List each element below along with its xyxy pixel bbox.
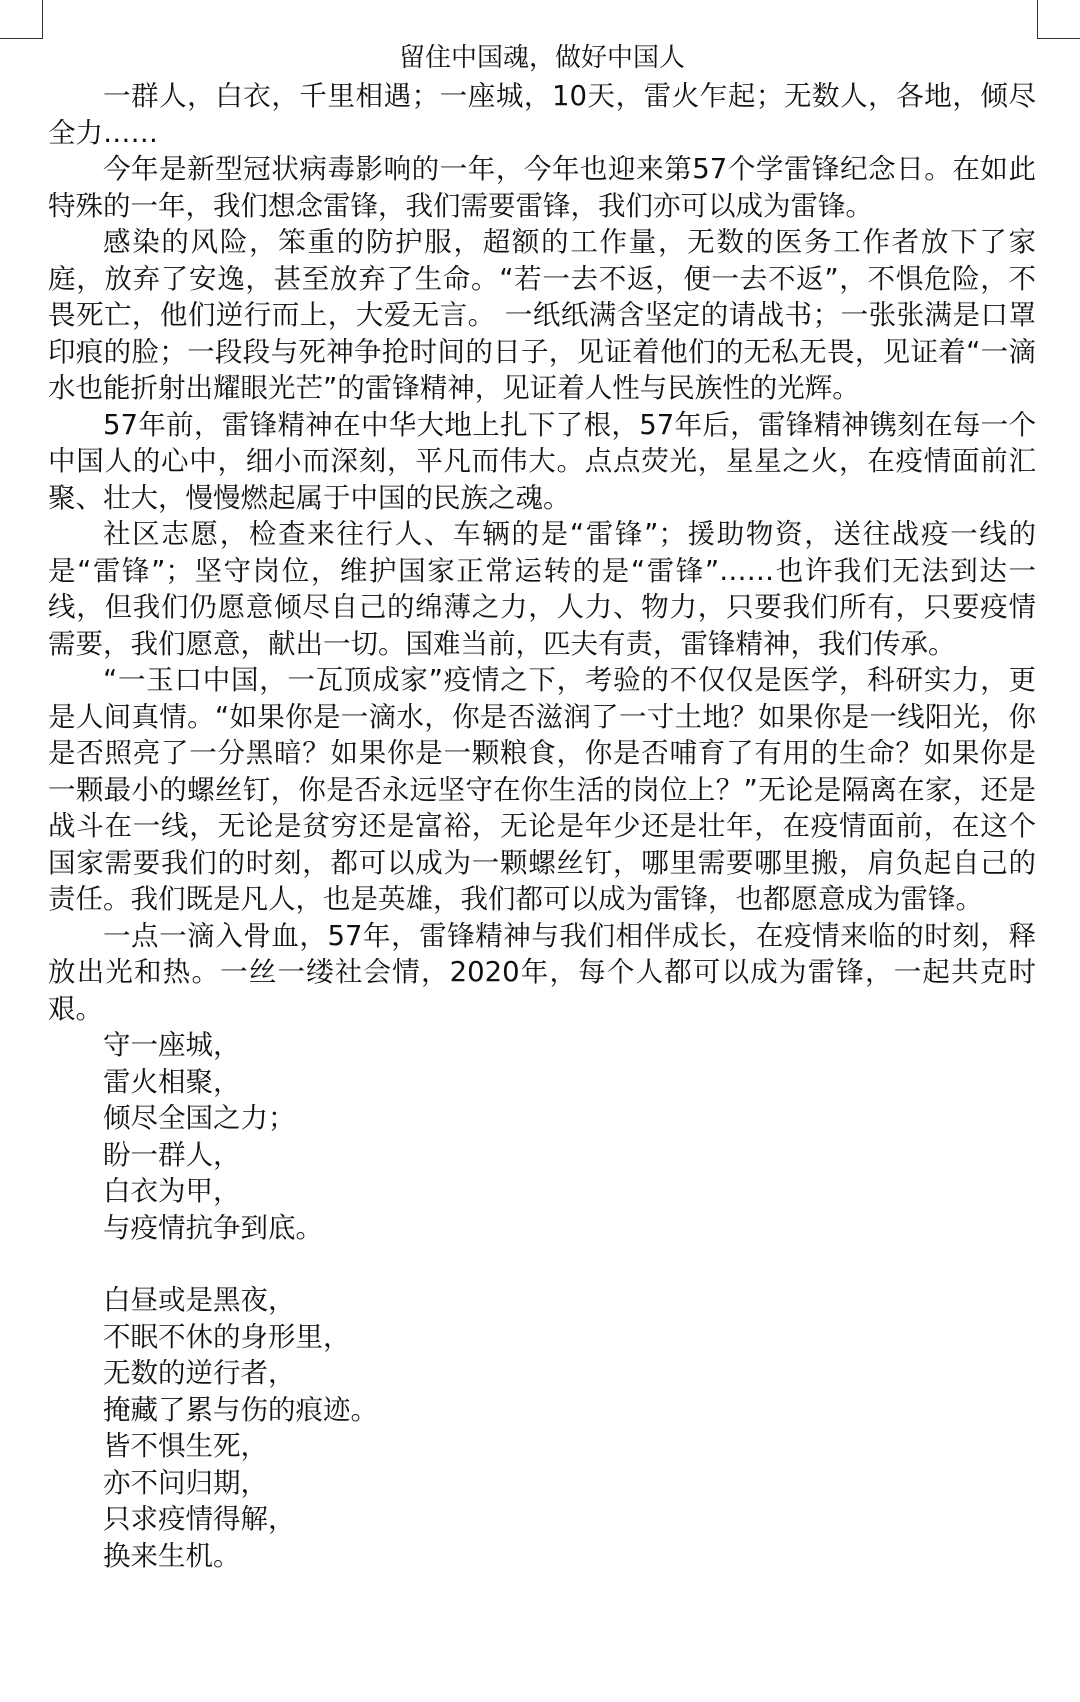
paragraph: 一群人，白衣，千里相遇；一座城，10天，雷火乍起；无数人，各地，倾尽全力…… — [48, 80, 1036, 149]
poem-line: 盼一群人， — [103, 1138, 241, 1171]
poem-line: 雷火相聚， — [103, 1065, 241, 1098]
stanza-spacer — [48, 1246, 1036, 1282]
paragraph: “一玉口中国，一瓦顶成家”疫情之下，考验的不仅仅是医学，科研实力，更是人间真情。“如果你是一滴水，你是否滋润了一寸土地？如果你是一线阳光，你是否照亮了一分黑暗？如果你是一颗粮食，你是否哺育了有用的生命？如果你是一颗最小的螺丝钉，你是否永远坚守在你生活的岗位上？”无论是隔离在家，还是战斗在一线，无论是贫穷还是富裕，无论是年少还是壮年，在疫情面前，在这个国家需要我们的时刻，都可以成为一颗螺丝钉，哪里需要哪里搬，肩负起自己的责任。我们既是凡人，也是英雄，我们都可以成为雷锋，也都愿意成为雷锋。 — [48, 664, 1036, 915]
poem-line: 与疫情抗争到底。 — [103, 1211, 323, 1244]
top-right-crop-mark — [1037, 0, 1080, 39]
poem-line: 换来生机。 — [103, 1539, 241, 1572]
poem-stanza-1 — [48, 1027, 1036, 1246]
poem-line: 白衣为甲， — [103, 1175, 241, 1207]
paragraph: 今年是新型冠状病毒影响的一年，今年也迎来第57个学雷锋纪念日。在如此特殊的一年，我们想念雷锋，我们需要雷锋，我们亦可以成为雷锋。 — [48, 153, 1036, 222]
poem-line: 皆不惧生死， — [103, 1430, 268, 1462]
poem-line: 不眠不休的身形里， — [103, 1320, 351, 1353]
paragraph: 社区志愿，检查来往行人、车辆的是“雷锋”；援助物资，送往战疫一线的是“雷锋”；坚守岗位，维护国家正常运转的是“雷锋”……也许我们无法到达一线，但我们仍愿意倾尽自己的绵薄之力，人力、物力，只要我们所有，只要疫情需要，我们愿意，献出一切。国难当前，匹夫有责，雷锋精神，我们传承。 — [48, 518, 1036, 660]
paragraph: 感染的风险，笨重的防护服，超额的工作量，无数的医务工作者放下了家庭，放弃了安逸，甚至放弃了生命。“若一去不返，便一去不返”，不惧危险，不畏死亡，他们逆行而上，大爱无言。 一纸纸满含坚定的请战书；一张张满是口罩印痕的脸；一段段与死神争抢时间的日子，见证着他们的无私无畏，见证着“一滴水也能折射出耀眼光芒”的雷锋精神，见证着人性与民族性的光辉。 — [48, 226, 1036, 404]
document-body — [48, 38, 1036, 1574]
poem-line: 无数的逆行者， — [103, 1357, 296, 1389]
paragraph: 57年前，雷锋精神在中华大地上扎下了根，57年后，雷锋精神镌刻在每一个中国人的心中，细小而深刻，平凡而伟大。点点荧光，星星之火，在疫情面前汇聚、壮大，慢慢燃起属于中国的民族之魂。 — [48, 408, 1036, 514]
poem-stanza-2 — [48, 1282, 1036, 1574]
paragraph: 一点一滴入骨血，57年，雷锋精神与我们相伴成长，在疫情来临的时刻，释放出光和热。一丝一缕社会情，2020年，每个人都可以成为雷锋，一起共克时艰。 — [48, 919, 1036, 1025]
poem-line: 只求疫情得解， — [103, 1503, 296, 1535]
document-title: 留住中国魂，做好中国人 — [398, 43, 685, 73]
poem-line: 亦不问归期， — [103, 1466, 268, 1499]
poem-line: 倾尽全国之力； — [103, 1102, 296, 1134]
poem-line: 掩藏了累与伤的痕迹。 — [103, 1393, 378, 1426]
poem-line: 守一座城， — [103, 1029, 241, 1061]
top-left-crop-mark — [0, 0, 43, 39]
poem-line: 白昼或是黑夜， — [103, 1284, 296, 1316]
